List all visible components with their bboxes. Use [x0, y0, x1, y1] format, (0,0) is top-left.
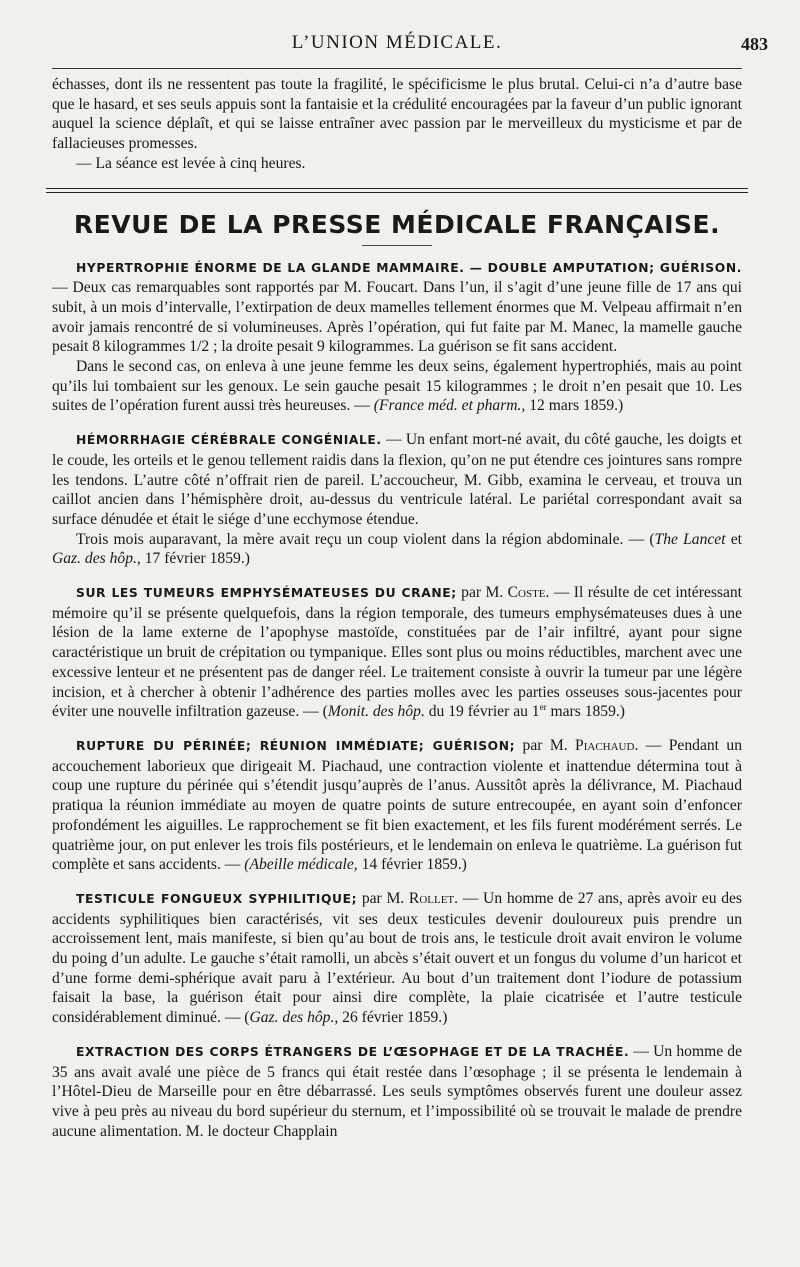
- article-paragraph: [52, 583, 742, 722]
- article-paragraph: [52, 258, 742, 358]
- article-connector: et: [725, 530, 742, 548]
- article-cerebral-hemorrhage: [52, 430, 742, 569]
- article-body: — Un homme de 35 ans avait avalé une pièce de 5 francs qui était restée dans l’œsophage ; il se présenta le lendemain à l’Hôtel-Dieu de Marseille pour en être débarrassé. Les seuls symptômes observés furent une douleur assez vive à peu près au niveau du bord supérieur du sternum, et l’impossibilité où se trouvait le malade de prendre aucune alimentation. M. le docteur Chapplain: [52, 1042, 742, 1140]
- article-heading: HÉMORRHAGIE CÉRÉBRALE CONGÉNIALE.: [76, 433, 382, 448]
- article-body: — Un homme de 27 ans, après avoir eu des accidents syphilitiques bien caractérisés, vit ses deux testicules devenir douloureux puis prendre un accroissement lent, mais manifeste, si bien qu’au bout de trois ans, le testicule droit avait environ le volume du poing d’un adulte. Le gauche s’était ramolli, un abcès s’était ouvert et un fongus du volume d’un haricot et d’une forme demi-sphérique avait paru à l’extérieur. Au bout d’un traitement dont l’iodure de potassium faisait la base, la guérison était pour ainsi dire complète, la plaie cicatrisée et l’autre testicule considérablement diminué. — (: [52, 889, 743, 1027]
- article-source: (France méd. et pharm.,: [373, 397, 526, 415]
- article-heading: SUR LES TUMEURS EMPHYSÉMATEUSES DU CRANE;: [76, 586, 457, 601]
- article-paragraph: [52, 736, 742, 875]
- article-date: 17 février 1859.): [140, 550, 250, 568]
- article-date: 26 février 1859.): [338, 1009, 448, 1027]
- article-byline: par M.: [357, 889, 409, 907]
- article-paragraph: [52, 357, 742, 416]
- article-byline: par M.: [515, 736, 576, 754]
- article-syphilitic-testicle: [52, 889, 742, 1028]
- article-date: 12 mars 1859.): [525, 397, 624, 415]
- article-heading: TESTICULE FONGUEUX SYPHILITIQUE;: [76, 891, 358, 906]
- article-author: Piachaud.: [575, 736, 639, 754]
- article-paragraph: [52, 430, 742, 530]
- article-body: Trois mois auparavant, la mère avait reçu un coup violent dans la région abdominale. — (: [76, 530, 655, 548]
- article-body: — Il résulte de cet intéressant mémoire qu’il se présente quelquefois, dans la région temporale, des tumeurs emphysémateuses dues à une lésion de la lame externe de l’apophyse mastoïde, constituées par de l’air infiltré, ayant pour signe caractéristique un bruit de crépitation ou tympanique. Elles sont plus ou moins réductibles, marchent avec une excessive lenteur et ne présentent pas de danger réel. Le traitement consiste à ouvrir la tumeur par une légère incision, et à chercher à obtenir l’adhérence des parties molles avec les parties osseuses sous-jacentes pour éviter une nouvelle infiltration gazeuse. — (: [52, 584, 743, 721]
- article-author: Coste.: [507, 584, 550, 602]
- session-closing: — La séance est levée à cinq heures.: [76, 154, 306, 172]
- page-number: 483: [741, 34, 768, 54]
- article-date: 14 février 1859.): [357, 856, 467, 874]
- article-paragraph: [52, 889, 742, 1028]
- article-mammary-hypertrophy: [52, 258, 742, 417]
- article-source: Monit. des hôp.: [327, 703, 425, 721]
- section-title: REVUE DE LA PRESSE MÉDICALE FRANÇAISE.: [73, 209, 721, 239]
- article-date: du 19 février au 1: [424, 703, 540, 721]
- article-source: Gaz. des hôp.,: [52, 550, 141, 568]
- article-heading: RUPTURE DU PÉRINÉE; RÉUNION IMMÉDIATE; GUÉRISON;: [76, 738, 516, 753]
- article-heading: EXTRACTION DES CORPS ÉTRANGERS DE L’ŒSOPHAGE ET DE LA TRACHÉE.: [76, 1044, 630, 1059]
- article-body: — Un enfant mort-né avait, du côté gauche, les doigts et le coude, les orteils et le genou tellement raidis dans la flexion, qu’on ne put étendre ces jointures sans rompre les tendons. L’autre côté n’offrait rien de pareil. L’accoucheur, M. Gibb, examina le cerveau, et trouva un caillot ancien dans l’hémisphère droit, au-dessus du ventricule latéral. Le pariétal correspondant avait sa surface dénudée et était le siége d’une ecchymose étendue.: [52, 431, 742, 528]
- article-source: The Lancet: [654, 530, 726, 548]
- article-byline: par M.: [456, 584, 508, 602]
- header-rule: [52, 68, 742, 69]
- article-source: (Abeille médicale,: [244, 856, 358, 874]
- article-source: Gaz. des hôp.,: [249, 1009, 339, 1027]
- intro-paragraph: échasses, dont ils ne ressentent pas toute la fragilité, le spécificisme le plus brutal. Celui-ci n’a d’autre base que le hasard, et ses seuls appuis sont la fantaisie et la crédulité encouragées par la faveur d’un public ignorant auquel la science déplaît, et qui se laisse entraîner avec passion par le merveilleux du mysticisme et par de fallacieuses promesses.: [52, 76, 742, 153]
- article-foreign-bodies: [52, 1042, 742, 1142]
- journal-title: L’UNION MÉDICALE.: [291, 32, 503, 53]
- article-perineum-rupture: [52, 736, 742, 875]
- section-divider: [46, 188, 748, 193]
- article-paragraph: [52, 1042, 742, 1142]
- article-date-sup: er: [539, 702, 547, 713]
- article-body: — Pendant un accouchement laborieux que dirigeait M. Piachaud, une contraction violente et inattendue détermina tout à coup une rupture du périnée qui s’étendit jusqu’auprès de l’anus. Aussitôt après la délivrance, M. Piachaud pratiqua la réunion immédiate au moyen de quatre points de suture entrecoupée, en ayant soin d’enfoncer profondément les aiguilles. Le rapprochement se fit bien exactement, et les fils furent modérément serrés. Le quatrième jour, on put enlever les trois fils postérieurs, et le lendemain on enleva le quatrième. La guérison fut complète et sans accidents. —: [52, 736, 742, 874]
- article-body: — Deux cas remarquables sont rapportés par M. Foucart. Dans l’un, il s’agit d’une jeune fille de 17 ans qui subit, à un mois d’intervalle, l’extirpation de deux mamelles tellement énormes que M. Velpeau affirmait n’en avoir jamais rencontré de si volumineuses. Après l’opération, qui fut faite par M. Manec, la mamelle gauche pesait 8 kilogrammes 1/2 ; la droite pesait 9 kilogrammes. La guérison se fit sans accident.: [52, 279, 742, 356]
- article-date: mars 1859.): [546, 703, 625, 721]
- article-paragraph: [52, 530, 742, 569]
- title-underline: [362, 245, 432, 246]
- running-header: [52, 28, 768, 58]
- article-body: Dans le second cas, on enleva à une jeune femme les deux seins, également hypertrophiés, mais au point qu’ils lui tombaient sur les genoux. Le sein gauche pesait 15 kilogrammes ; le droit n’en pesait que 10. Les suites de l’opération furent aussi très heureuses. —: [52, 358, 742, 415]
- article-author: Rollet.: [408, 889, 459, 907]
- article-heading: HYPERTROPHIE ÉNORME DE LA GLANDE MAMMAIRE. — DOUBLE AMPUTATION; GUÉRISON.: [76, 260, 742, 275]
- article-emphysematous-tumors: [52, 583, 742, 722]
